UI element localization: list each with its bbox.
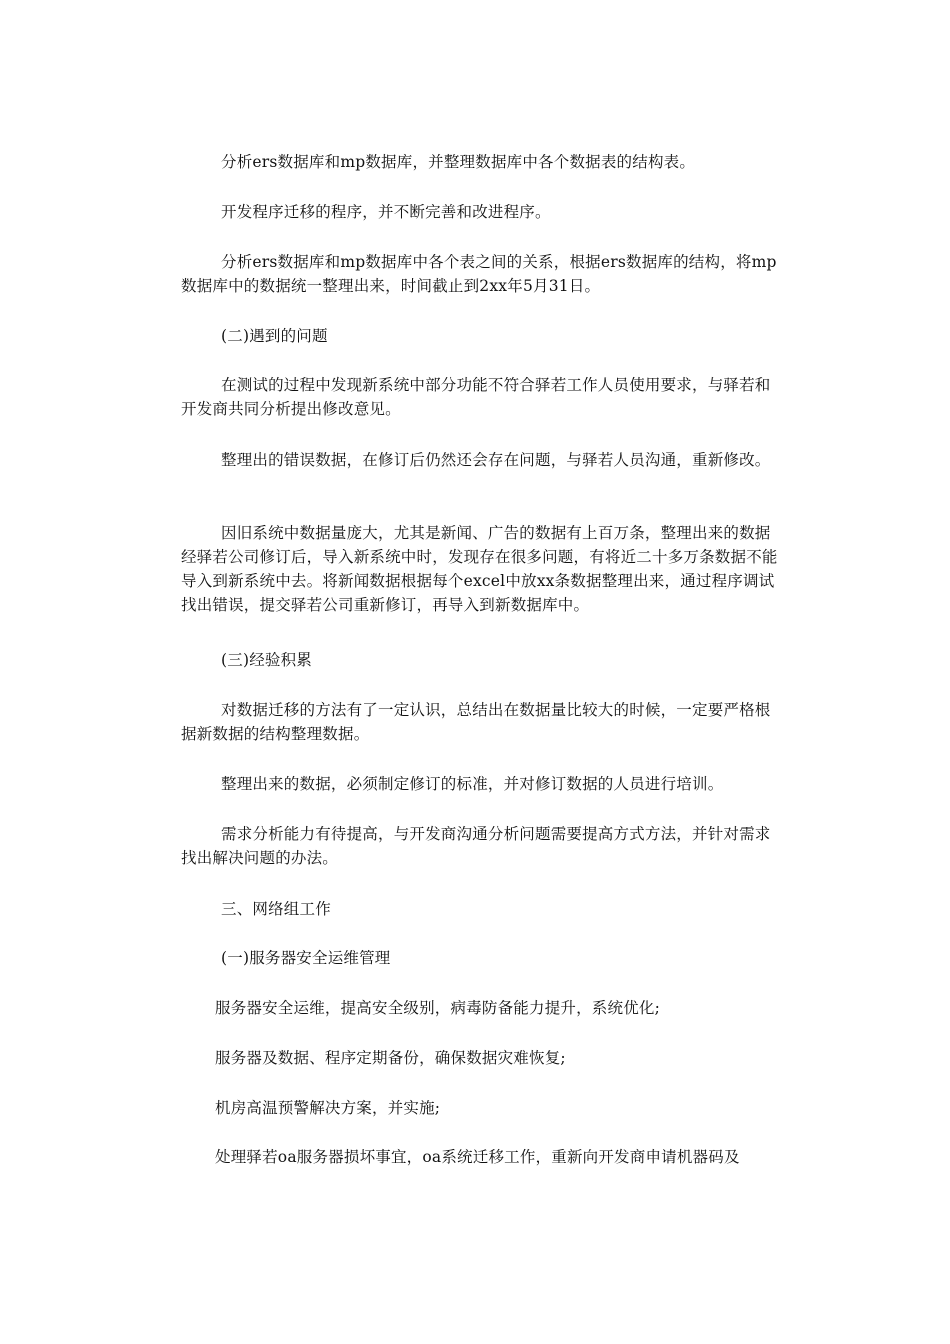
section-heading: (二)遇到的问题 <box>221 327 328 345</box>
paragraph: 分析ers数据库和mp数据库，并整理数据库中各个数据表的结构表。 <box>221 153 696 171</box>
section-heading: (一)服务器安全运维管理 <box>221 949 391 967</box>
paragraph: 整理出来的数据，必须制定修订的标准，并对修订数据的人员进行培训。 <box>221 775 724 793</box>
paragraph: 整理出的错误数据，在修订后仍然还会存在问题，与驿若人员沟通，重新修改。 <box>221 451 771 469</box>
list-item: 服务器安全运维，提高安全级别，病毒防备能力提升，系统优化; <box>215 999 661 1017</box>
paragraph: 因旧系统中数据量庞大，尤其是新闻、广告的数据有上百万条，整理出来的数据经驿若公司修订后，导入新系统中时，发现存在很多问题，有将近二十多万条数据不能导入到新系统中去。将新闻数据根据每个excel中放xx条数据整理出来，通过程序调试找出错误，提交驿若公司重新修订，再导入到新数据库中。 <box>181 524 778 614</box>
list-item: 机房高温预警解决方案，并实施; <box>215 1099 441 1117</box>
paragraph: 分析ers数据库和mp数据库中各个表之间的关系，根据ers数据库的结构，将mp数据库中的数据统一整理出来，时间截止到2xx年5月31日。 <box>181 253 777 295</box>
section-heading: 三、网络组工作 <box>221 900 331 918</box>
list-item: 服务器及数据、程序定期备份，确保数据灾难恢复; <box>215 1049 566 1067</box>
paragraph: 对数据迁移的方法有了一定认识，总结出在数据量比较大的时候，一定要严格根据新数据的结构整理数据。 <box>181 701 771 743</box>
paragraph: 需求分析能力有待提高，与开发商沟通分析问题需要提高方式方法，并针对需求找出解决问题的办法。 <box>181 825 771 867</box>
paragraph: 在测试的过程中发现新系统中部分功能不符合驿若工作人员使用要求，与驿若和开发商共同分析提出修改意见。 <box>181 376 771 418</box>
section-heading: (三)经验积累 <box>221 651 312 669</box>
paragraph: 开发程序迁移的程序，并不断完善和改进程序。 <box>221 203 551 221</box>
list-item: 处理驿若oa服务器损坏事宜，oa系统迁移工作，重新向开发商申请机器码及 <box>215 1148 740 1166</box>
